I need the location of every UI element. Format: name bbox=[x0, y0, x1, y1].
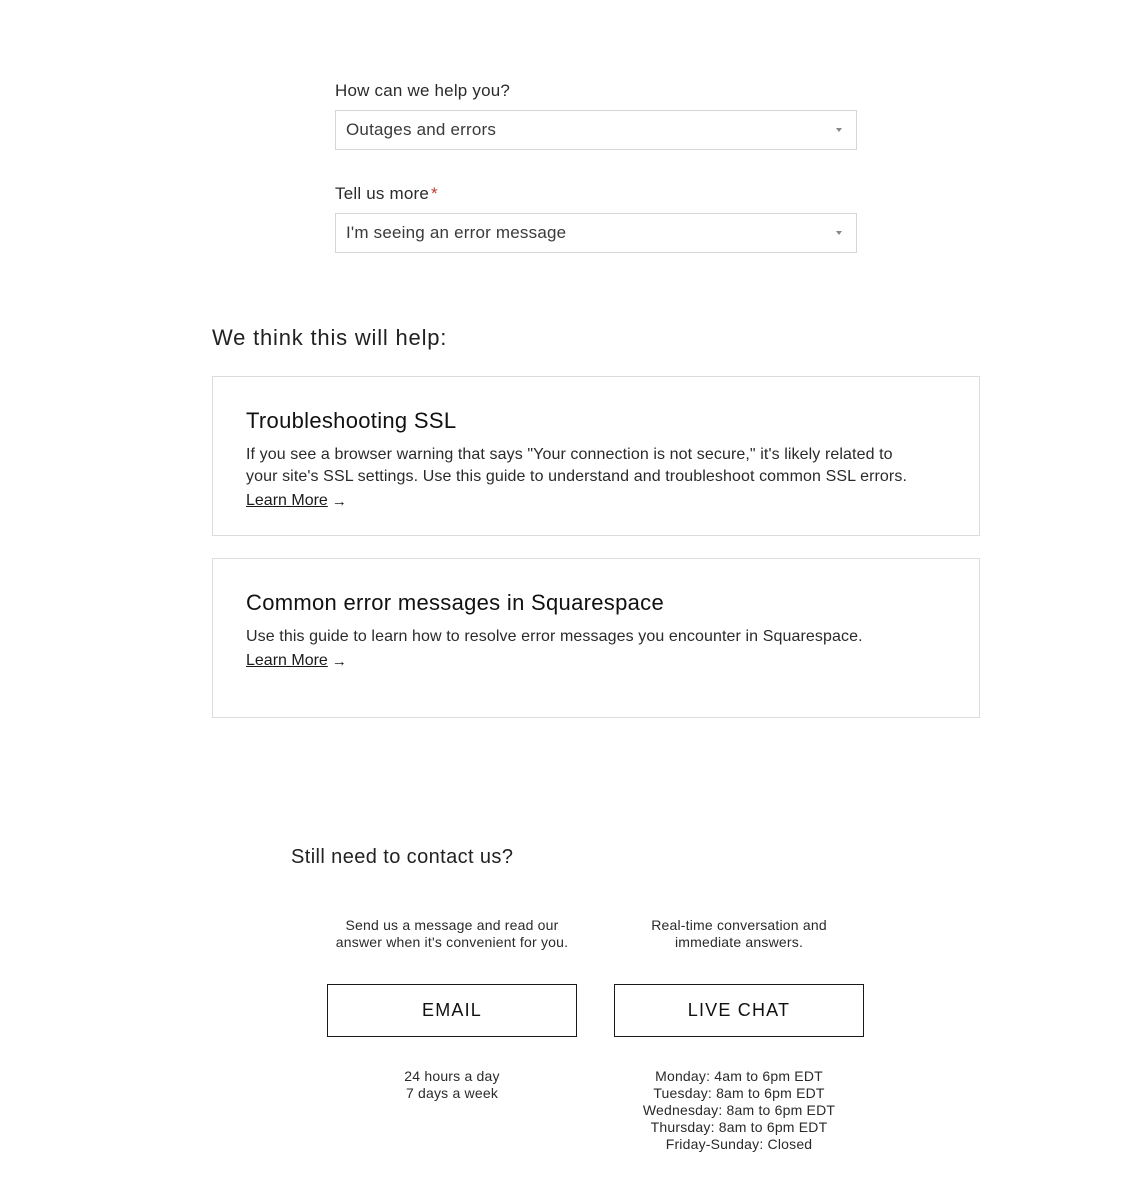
suggestions-heading: We think this will help: bbox=[212, 325, 448, 350]
tell-us-more-label: Tell us more * bbox=[335, 184, 438, 203]
card-description: Use this guide to learn how to resolve error messages you encounter in Squarespace. bbox=[246, 628, 863, 645]
card-title: Troubleshooting SSL bbox=[246, 408, 457, 433]
email-button[interactable]: EMAIL bbox=[327, 984, 577, 1037]
hours-line: Monday: 4am to 6pm EDT bbox=[655, 1068, 823, 1084]
arrow-right-icon: → bbox=[331, 652, 347, 670]
suggestion-card-errors bbox=[212, 558, 980, 718]
email-blurb: Send us a message and read our answer when it's convenient for you. bbox=[335, 917, 569, 950]
help-topic-value: Outages and errors bbox=[346, 120, 497, 139]
hours-line: 7 days a week bbox=[405, 1085, 499, 1101]
hours-line: Wednesday: 8am to 6pm EDT bbox=[642, 1102, 836, 1118]
dropdown-caret-icon bbox=[836, 128, 842, 132]
hours-line: Tuesday: 8am to 6pm EDT bbox=[653, 1085, 825, 1101]
email-hours bbox=[307, 1068, 597, 1102]
learn-more-link[interactable]: Learn More → bbox=[246, 492, 347, 510]
learn-more-link[interactable]: Learn More → bbox=[246, 652, 347, 670]
hours-line: Thursday: 8am to 6pm EDT bbox=[650, 1119, 828, 1135]
required-asterisk: * bbox=[431, 184, 438, 203]
hours-line: 24 hours a day bbox=[404, 1068, 500, 1084]
suggestion-card-ssl bbox=[212, 376, 980, 536]
live-chat-button[interactable]: LIVE CHAT bbox=[614, 984, 864, 1037]
hours-line: Friday-Sunday: Closed bbox=[665, 1136, 813, 1152]
chat-blurb: Real-time conversation and immediate answers. bbox=[651, 917, 827, 950]
help-topic-select[interactable] bbox=[335, 110, 857, 150]
card-description: If you see a browser warning that says "Your connection is not secure," it's likely related to your site's SSL settings. Use this guide to understand and troubleshoot common SSL errors. bbox=[246, 446, 907, 485]
tell-us-more-value: I'm seeing an error message bbox=[346, 223, 567, 242]
contact-heading: Still need to contact us? bbox=[291, 846, 514, 868]
card-title: Common error messages in Squarespace bbox=[246, 590, 664, 615]
dropdown-caret-icon bbox=[836, 231, 842, 235]
arrow-right-icon: → bbox=[331, 492, 347, 510]
help-topic-label: How can we help you? bbox=[335, 81, 511, 100]
tell-us-more-select[interactable] bbox=[335, 213, 857, 253]
chat-hours bbox=[594, 1068, 884, 1153]
